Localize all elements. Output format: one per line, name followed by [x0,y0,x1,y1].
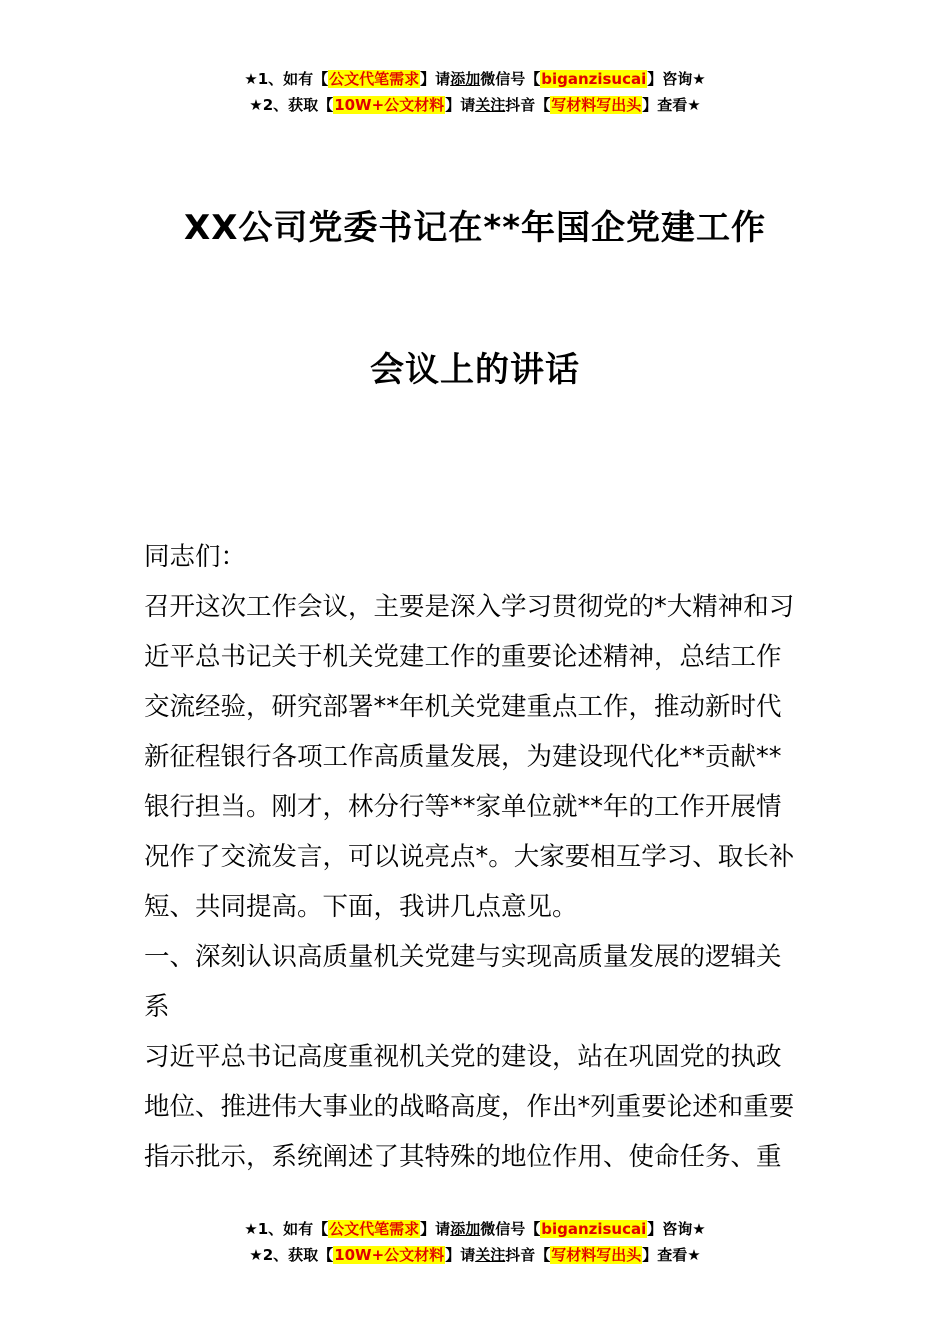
body-line: 指示批示，系统阐述了其特殊的地位作用、使命任务、重 [144,1142,782,1172]
banner-text: 】查看★ [642,96,701,114]
body-line: 银行担当。刚才，林分行等**家单位就**年的工作开展情 [144,792,782,822]
section-heading: 一、深刻认识高质量机关党建与实现高质量发展的逻辑关 [144,942,782,972]
banner-text: ★2、获取【 [249,96,334,114]
banner-highlight: 10W+公文材料 [334,96,445,114]
banner-underline: 关注 [475,1246,506,1264]
body-line: 况作了交流发言，可以说亮点*。大家要相互学习、取长补 [144,842,795,872]
footer-banner [0,1216,950,1268]
body-line: 短、共同提高。下面，我讲几点意见。 [144,892,578,922]
banner-line-2 [0,1242,950,1268]
banner-text: 】咨询★ [647,1220,706,1238]
banner-highlight: 公文代笔需求 [329,1220,420,1238]
banner-text: ★1、如有【 [244,70,329,88]
banner-text: 】请 [445,1246,476,1264]
document-title-line-2: 会议上的讲话 [370,350,580,390]
banner-underline: 关注 [475,96,506,114]
banner-text: ★1、如有【 [244,1220,329,1238]
banner-text: 微信号【 [480,1220,541,1238]
header-banner [0,66,950,118]
banner-highlight: 公文代笔需求 [329,70,420,88]
document-title-line-1: XX公司党委书记在**年国企党建工作 [184,208,766,248]
body-line: 召开这次工作会议，主要是深入学习贯彻党的*大精神和习 [144,592,795,622]
banner-line-2 [0,92,950,118]
banner-douyin-id: 写材料写出头 [551,96,642,114]
document-body [144,532,808,1182]
body-line: 新征程银行各项工作高质量发展，为建设现代化**贡献** [144,742,782,772]
banner-text: 】咨询★ [647,70,706,88]
banner-wechat-id: biganzisucai [541,1220,647,1238]
banner-text: 】请 [420,1220,451,1238]
banner-line-1 [0,66,950,92]
banner-text: 抖音【 [505,96,551,114]
body-line: 习近平总书记高度重视机关党的建设，站在巩固党的执政 [144,1042,782,1072]
body-line: 近平总书记关于机关党建工作的重要论述精神，总结工作 [144,642,782,672]
banner-highlight: 10W+公文材料 [334,1246,445,1264]
section-heading: 系 [144,992,170,1022]
banner-line-1 [0,1216,950,1242]
body-line: 同志们： [144,542,247,572]
body-line: 交流经验，研究部署**年机关党建重点工作，推动新时代 [144,692,782,722]
banner-text: 】查看★ [642,1246,701,1264]
banner-text: 微信号【 [480,70,541,88]
banner-text: 】请 [445,96,476,114]
banner-text: 抖音【 [505,1246,551,1264]
banner-douyin-id: 写材料写出头 [551,1246,642,1264]
banner-underline: 添加 [450,70,481,88]
banner-text: ★2、获取【 [249,1246,334,1264]
banner-underline: 添加 [450,1220,481,1238]
banner-wechat-id: biganzisucai [541,70,647,88]
body-line: 地位、推进伟大事业的战略高度，作出*列重要论述和重要 [144,1092,795,1122]
banner-text: 】请 [420,70,451,88]
